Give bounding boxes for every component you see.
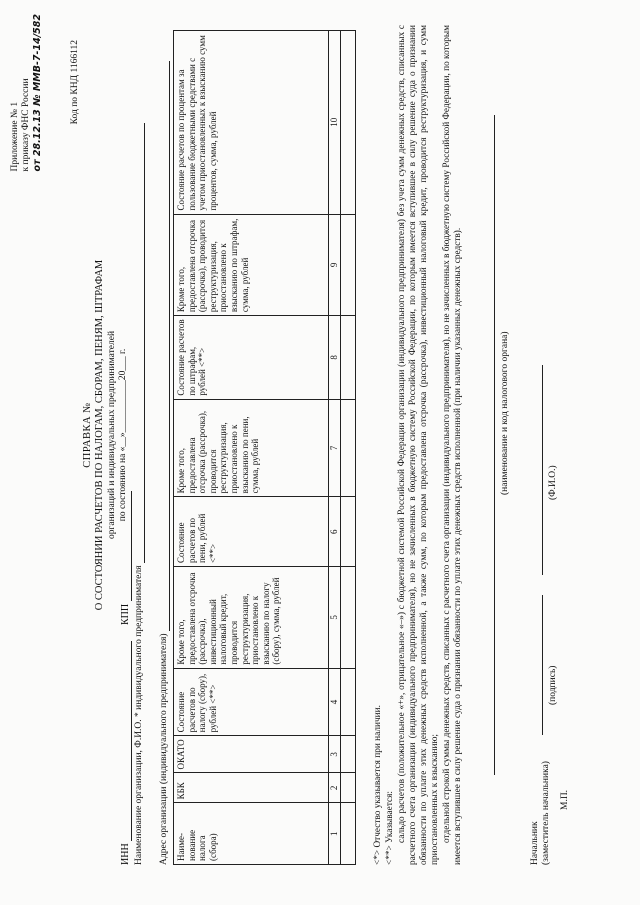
col-number-6: 6 [329, 497, 341, 567]
org-address-field [159, 61, 170, 865]
kpp-field [120, 491, 132, 625]
col-header-penalty-balance: Состояние расчетов по пени, рублей <**> [174, 497, 329, 567]
title-line-4: по состоянию на «__»___________20___ г. [117, 348, 128, 522]
note-separate-line: отдельной строкой суммы денежных средств, списанных с расчетного счета организации (индивидуального предпринимателя), но не зачисленных в бюджетную систему Российской Федерации, по которым имеется вступившее в силу решение суда о признании обязанности по уплате этих денежных средств исполненной (при наличии указанных денежных средств). [441, 25, 463, 865]
col-number-10: 10 [329, 31, 341, 215]
table-cell [340, 567, 355, 669]
col-header-tax-deferral: Кроме того, предоставлена отсрочка (рассрочка), инвестиционный налоговый кредит, проводится реструктуризация, приостановлено к взысканию по налогу (сбору), сумма, рублей [174, 567, 329, 669]
inn-field [120, 641, 132, 865]
appendix-block [10, 14, 44, 171]
org-name-signature-line [494, 115, 495, 775]
col-header-penalty-deferral: Кроме того, предоставлена отсрочка (рассрочка), проводится реструктуризация, приостановлено к взысканию по пени, сумма, рублей [174, 399, 329, 497]
col-number-1: 1 [329, 803, 341, 865]
fio-caption: (Ф.И.О.) [548, 465, 558, 500]
col-header-fine-deferral: Кроме того, предоставлена отсрочка (рассрочка), проводится реструктуризация, приостановлено к взысканию по штрафам, сумма, рублей [174, 214, 329, 316]
chief-line-1: Начальник [530, 821, 540, 865]
col-number-9: 9 [329, 214, 341, 316]
kpp-label: КПП [120, 603, 131, 625]
note-patronymic: <*> Отчество указывается при наличии. [373, 705, 383, 865]
col-header-tax-name: Наиме-нование налога (сбора) [174, 803, 329, 865]
org-name-label: Наименование организации, Ф.И.О. * индивидуального предпринимателя [134, 565, 144, 865]
tax-authority-caption: (наименование и код налогового органа) [500, 331, 510, 495]
signature-line [542, 595, 543, 735]
fio-line [542, 365, 543, 575]
note-indicated: <**> Указывается: [384, 791, 395, 865]
col-header-interest: Состояние расчетов по процентам за пользование бюджетными средствами с учетом приостановленных к взысканию сумм процентов, сумма, рублей [174, 31, 329, 215]
col-header-fine-balance: Состояние расчетов по штрафам, рублей <**> [174, 316, 329, 399]
col-number-7: 7 [329, 399, 341, 497]
title-line-2: О СОСТОЯНИИ РАСЧЕТОВ ПО НАЛОГАМ, СБОРАМ, ПЕНЯМ, ШТРАФАМ [94, 259, 106, 611]
inn-label: ИНН [120, 843, 131, 865]
table-cell [340, 668, 355, 736]
col-number-3: 3 [329, 736, 341, 773]
table-cell [340, 497, 355, 567]
kpp-line [131, 491, 132, 601]
org-address-label: Адрес организации (индивидуального предпринимателя) [159, 633, 169, 865]
table-cell [340, 736, 355, 773]
org-name-line [144, 123, 145, 563]
col-number-2: 2 [329, 773, 341, 803]
note-balance: сальдо расчетов (положительное «+», отрицательное «–») с бюджетной системой Российской Федерации организации (индивидуального предпринимателя) без учета сумм денежных средств, списанных с расчетного счета организации (индивидуального предпринимателя), но не зачисленных в бюджетную систему Российской Федерации, по которым имеется вступившее в силу решение суда о признании обязанности по уплате этих денежных средств исполненной, а также сумм, по которым предоставлена отсрочка (рассрочка), инвестиционный налоговый кредит, проводится реструктуризация, и сумм приостановленных к взысканию; [396, 25, 440, 865]
settlements-table [173, 30, 356, 865]
table-cell [340, 316, 355, 399]
col-number-8: 8 [329, 316, 341, 399]
col-number-4: 4 [329, 668, 341, 736]
org-name-field [134, 123, 145, 865]
seal-mark: М.П. [560, 789, 570, 810]
org-address-line [169, 61, 170, 631]
table-cell [340, 399, 355, 497]
footnotes [373, 25, 465, 865]
table-cell [340, 773, 355, 803]
chief-label [530, 761, 552, 865]
knd-code: Код по КНД 1166112 [70, 40, 80, 125]
appendix-line-3: от 28.12.13 № ММВ-7-14/582 [32, 14, 44, 172]
table-cell [340, 214, 355, 316]
appendix-line-2: к приказу ФНС России [21, 78, 32, 172]
table-header-row [174, 31, 329, 865]
table-empty-row [340, 31, 355, 865]
inn-line [131, 641, 132, 841]
table-cell [340, 31, 355, 215]
col-header-okato: ОКАТО [174, 736, 329, 773]
col-header-tax-balance: Состояние расчетов по налогу (сбору), рублей <**> [174, 668, 329, 736]
col-number-5: 5 [329, 567, 341, 669]
chief-line-2: (заместитель начальника) [541, 761, 552, 865]
col-header-kbk: КБК [174, 773, 329, 803]
title-line-3: организаций и индивидуальных предпринимателей [106, 330, 117, 540]
table-number-row [329, 31, 341, 865]
signature-caption: (подпись) [548, 665, 558, 705]
title-line-1: СПРАВКА № [82, 402, 93, 468]
appendix-line-1: Приложение № 1 [10, 101, 20, 172]
table-cell [340, 803, 355, 865]
